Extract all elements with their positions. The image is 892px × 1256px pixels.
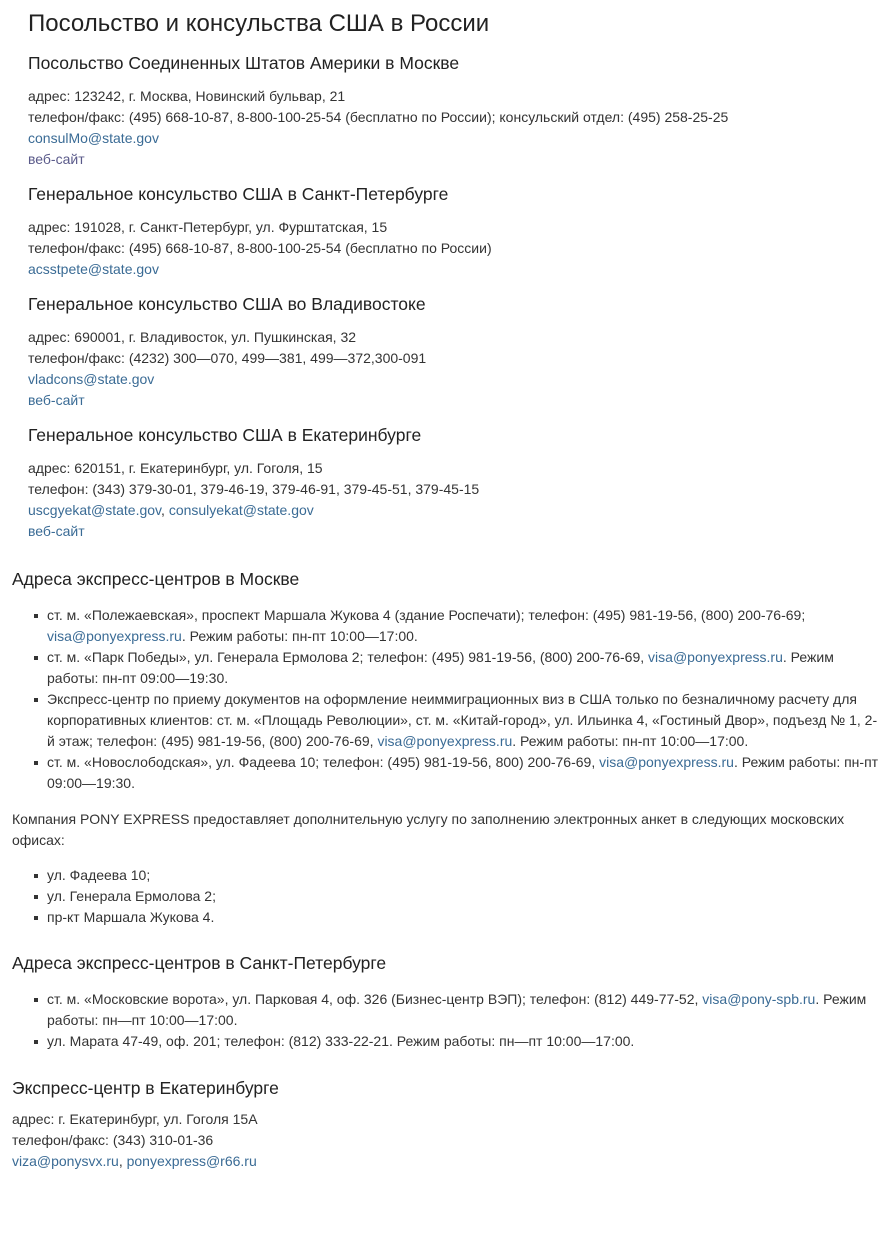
ekb-phone: телефон/факс: (343) 310-01-36 (12, 1132, 214, 1148)
office-address: адрес: 620151, г. Екатеринбург, ул. Гоголя, 15 (28, 460, 323, 476)
email-separator: , (161, 502, 169, 518)
office-vladivostok-consulate (28, 292, 878, 411)
item-text: . Режим работы: пн-пт 09:00—19:30. (47, 649, 834, 686)
section-title: Адреса экспресс-центров в Санкт-Петербурге (12, 953, 387, 973)
section-moscow-centers (12, 567, 882, 794)
website-link[interactable]: веб-сайт (28, 392, 85, 408)
item-text: . Режим работы: пн-пт 10:00—17:00. (512, 733, 749, 749)
item-text: ст. м. «Полежаевская», проспект Маршала Жукова 4 (здание Роспечати); телефон: (495) 981-19-56, (800) 200-76-69; (47, 607, 806, 623)
list-item (47, 647, 882, 689)
email-link[interactable]: visa@ponyexpress.ru (377, 733, 513, 749)
office-email-line (28, 369, 878, 390)
pony-express-note: Компания PONY EXPRESS предоставляет дополнительную услугу по заполнению электронных анкет в следующих московских офисах: (12, 811, 845, 848)
item-text: ст. м. «Новослободская», ул. Фадеева 10; телефон: (495) 981-19-56, 800) 200-76-69, (47, 754, 600, 770)
list-item: ул. Генерала Ермолова 2; (47, 886, 882, 907)
office-email-line (28, 500, 878, 521)
section-pony-note (12, 809, 882, 851)
list-item (47, 989, 882, 1031)
email-link-2[interactable]: ponyexpress@r66.ru (126, 1153, 257, 1169)
office-title: Генеральное консульство США в Екатеринбурге (28, 425, 422, 445)
office-title: Посольство Соединенных Штатов Америки в Москве (28, 53, 460, 73)
ekb-address: адрес: г. Екатеринбург, ул. Гоголя 15А (12, 1111, 258, 1127)
section-spb-centers (12, 951, 882, 1052)
list-item (47, 605, 882, 647)
office-yekaterinburg-consulate (28, 423, 878, 542)
page-title: Посольство и консульства США в России (28, 10, 490, 37)
item-text: ст. м. «Московские ворота», ул. Парковая 4, оф. 326 (Бизнес-центр ВЭП); телефон: (812) 449-77-52, (47, 991, 703, 1007)
email-link[interactable]: visa@ponyexpress.ru (599, 754, 734, 770)
spb-centers-list (12, 989, 882, 1052)
office-phone: телефон: (343) 379-30-01, 379-46-19, 379-46-91, 379-45-51, 379-45-15 (28, 481, 480, 497)
email-link[interactable]: visa@ponyexpress.ru (47, 628, 182, 644)
email-link[interactable]: visa@ponyexpress.ru (648, 649, 783, 665)
list-item (47, 752, 882, 794)
item-text: . Режим работы: пн-пт 09:00—19:30. (47, 754, 879, 791)
ekb-email-line (12, 1151, 882, 1172)
list-item: ул. Марата 47-49, оф. 201; телефон: (812) 333-22-21. Режим работы: пн—пт 10:00—17:00. (47, 1031, 882, 1052)
office-website-line (28, 390, 878, 411)
section-pony-offices (12, 865, 882, 928)
office-phone: телефон/факс: (4232) 300—070, 499—381, 499—372,300-091 (28, 350, 427, 366)
office-title: Генеральное консульство США во Владивостоке (28, 294, 426, 314)
office-spb-consulate (28, 182, 878, 280)
list-item: пр-кт Маршала Жукова 4. (47, 907, 882, 928)
item-text: ст. м. «Парк Победы», ул. Генерала Ермолова 2; телефон: (495) 981-19-56, (800) 200-76-69, (47, 649, 649, 665)
email-link[interactable]: visa@pony-spb.ru (702, 991, 816, 1007)
website-link[interactable]: веб-сайт (28, 523, 85, 539)
email-link[interactable]: viza@ponysvx.ru (12, 1153, 119, 1169)
website-link[interactable]: веб-сайт (28, 151, 85, 167)
moscow-centers-list (12, 605, 882, 794)
office-phone: телефон/факс: (495) 668-10-87, 8-800-100-25-54 (бесплатно по России); консульский отдел: (495) 258-25-25 (28, 109, 729, 125)
email-separator: , (118, 1153, 127, 1169)
section-title: Экспресс-центр в Екатеринбурге (12, 1078, 279, 1098)
item-text: . Режим работы: пн-пт 10:00—17:00. (181, 628, 418, 644)
email-link[interactable]: acsstpete@state.gov (28, 261, 159, 277)
item-text: Экспресс-центр по приему документов на оформление неиммиграционных виз в США только по безналичному расчету для корпоративных клиентов: ст. м. «Площадь Революции», ст. м. «Китай-город», ул. Ильинка 4, «Гостиный Двор», подъезд № 1, 2-й этаж; телефон: (495) 981-19-56, (800) 200-76-69, (47, 691, 878, 749)
office-email-line (28, 259, 878, 280)
office-moscow-embassy (28, 51, 878, 170)
office-title: Генеральное консульство США в Санкт-Петербурге (28, 184, 449, 204)
section-title: Адреса экспресс-центров в Москве (12, 569, 300, 589)
section-ekb-center (12, 1076, 882, 1172)
office-phone: телефон/факс: (495) 668-10-87, 8-800-100-25-54 (бесплатно по России) (28, 240, 492, 256)
office-website-line (28, 149, 878, 170)
office-address: адрес: 123242, г. Москва, Новинский бульвар, 21 (28, 88, 346, 104)
office-address: адрес: 191028, г. Санкт-Петербург, ул. Фурштатская, 15 (28, 219, 388, 235)
office-address: адрес: 690001, г. Владивосток, ул. Пушкинская, 32 (28, 329, 357, 345)
email-link[interactable]: uscgyekat@state.gov (28, 502, 162, 518)
list-item (47, 689, 882, 752)
email-link[interactable]: consulMo@state.gov (28, 130, 159, 146)
item-text: . Режим работы: пн—пт 10:00—17:00. (47, 991, 867, 1028)
email-link-2[interactable]: consulyekat@state.gov (168, 502, 314, 518)
list-item: ул. Фадеева 10; (47, 865, 882, 886)
email-link[interactable]: vladcons@state.gov (28, 371, 155, 387)
office-website-line (28, 521, 878, 542)
pony-offices-list (12, 865, 882, 928)
office-email-line (28, 128, 878, 149)
